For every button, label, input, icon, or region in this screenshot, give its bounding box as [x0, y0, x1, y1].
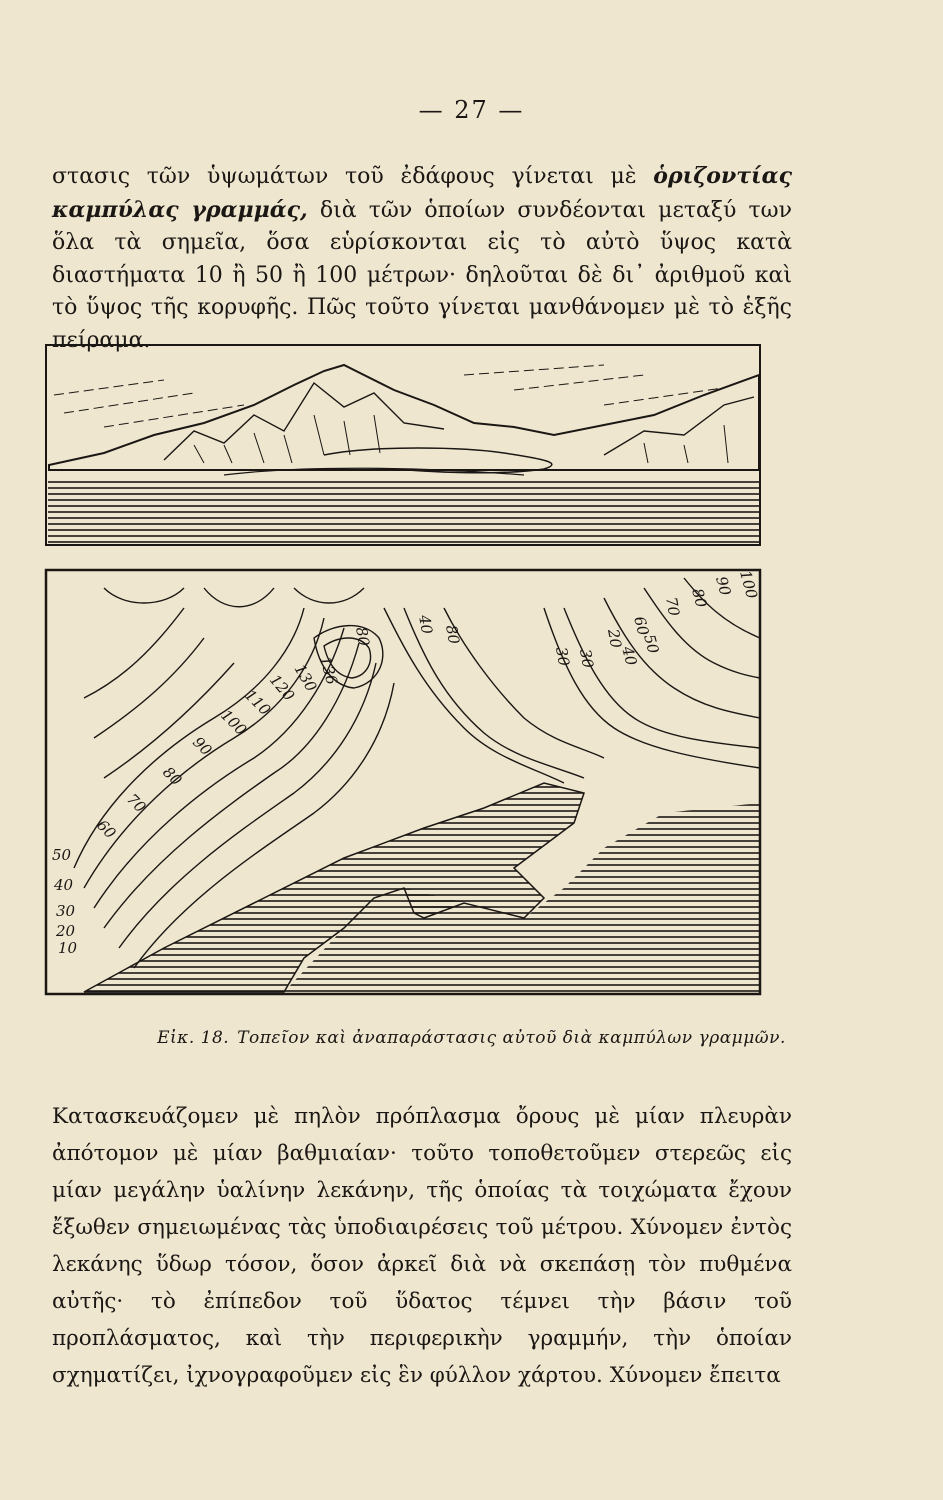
contour-label: 100 [217, 706, 251, 740]
contour-label: 90 [189, 733, 216, 760]
contour-label: 80 [442, 623, 464, 646]
contour-label: 40 [54, 876, 74, 894]
contour-label: 80 [159, 763, 186, 790]
contour-label: 40 [618, 644, 641, 668]
contour-label: 40 [415, 613, 437, 636]
contour-label: 30 [56, 902, 76, 920]
contour-label: 80 [352, 625, 374, 648]
intro-text-start: στασις τῶν ὑψωμάτων τοῦ ἐδάφους γίνεται μὲ [52, 164, 654, 189]
page-number: — 27 — [418, 96, 525, 124]
figure-label: Εἰκ. 18. [157, 1028, 230, 1048]
contour-label: 136 [316, 654, 341, 687]
contour-label: 50 [52, 846, 72, 864]
contour-map [44, 568, 762, 998]
contour-label: 90 [712, 574, 735, 598]
experiment-paragraph: Κατασκευάζομεν μὲ πηλὸν πρόπλασμα ὄρους μὲ μίαν πλευρὰν ἀπότομον μὲ μίαν βαθμιαίαν· τοῦτο τοποθετοῦμεν στερεῶς εἰς μίαν μεγάλην ὑαλίνην λεκάνην, τῆς ὁποίας τὰ τοιχώματα ἔχουν ἔξωθεν σημειωμένας τὰς ὑποδιαιρέσεις τοῦ μέτρου. Χύνομεν ἐντὸς λεκάνης ὕδωρ τόσον, ὅσον ἀρκεῖ διὰ νὰ σκεπάσῃ τὸν πυθμένα αὐτῆς· τὸ ἐπίπεδον τοῦ ὕδατος τέμνει τὴν βάσιν τοῦ προπλάσματος, καὶ τὴν περιφερικὴν γραμμήν, τὴν ὁποίαν σχηματίζει, ἰχνογραφοῦμεν εἰς ἓν φύλλον χάρτου. Χύνομεν ἔπειτα [52, 1104, 792, 1388]
contour-label: 130 [290, 661, 321, 695]
figure-caption [0, 1028, 943, 1048]
intro-text-end: διὰ τῶν ὁποίων συνδέονται μεταξύ των ὅλα τὰ σημεῖα, ὅσα εὑρίσκονται εἰς τὸ αὐτὸ ὕψος κατὰ διαστήματα 10 ἢ 50 ἢ 100 μέτρων· δηλοῦται δὲ δι᾽ ἀριθμοῦ καὶ τὸ ὕψος τῆς κορυφῆς. Πῶς τοῦτο γίνεται μανθάνομεν μὲ τὸ ἑξῆς πείραμα. [52, 197, 792, 353]
contour-label: 80 [688, 586, 711, 610]
contour-label: 110 [241, 686, 275, 720]
contour-label: 120 [265, 671, 299, 705]
contour-label: 30 [552, 645, 574, 668]
contour-label: 10 [58, 939, 78, 957]
contour-label: 50 [640, 632, 663, 656]
contour-label: 60 [630, 614, 653, 638]
emphasis-term: ὁριζοντίας καμπύλας γραμμάς, [52, 163, 792, 223]
intro-paragraph [52, 160, 792, 357]
contour-label: 20 [56, 922, 76, 940]
contour-label: 30 [576, 647, 598, 670]
contour-label: 70 [662, 595, 684, 618]
figure-caption-text: Τοπεῖον καὶ ἀναπαράστασις αὐτοῦ διὰ καμπύλων γραμμῶν. [237, 1028, 786, 1048]
landscape-illustration [44, 335, 764, 550]
contour-label: 70 [123, 790, 150, 817]
contour-label: 60 [93, 816, 120, 843]
contour-label: 20 [604, 627, 626, 650]
contour-label: 100 [736, 568, 761, 601]
